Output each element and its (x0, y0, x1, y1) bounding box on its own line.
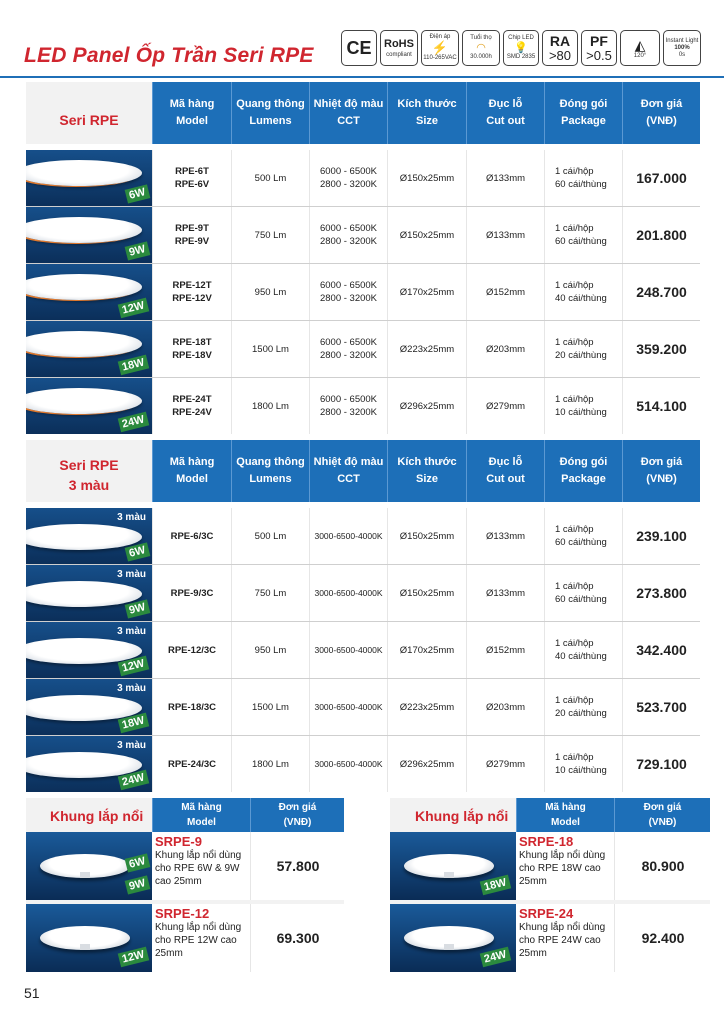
size-cell: Ø150x25mm (387, 207, 466, 263)
instant-light-icon: Instant Light 100% 0s (663, 30, 701, 66)
price-cell: 248.700 (622, 264, 700, 320)
table-row (26, 565, 700, 621)
cct-cell: 6000 - 6500K 2800 - 3200K (309, 207, 387, 263)
cutout-cell: Ø133mm (466, 150, 544, 206)
frames-header-model: Mã hàng Model (516, 798, 614, 832)
frame-description: SRPE-9 Khung lắp nổi dùng cho RPE 6W & 9W cao 25mm (152, 832, 250, 900)
product-image (26, 207, 152, 263)
lumens-cell: 1800 Lm (231, 736, 309, 792)
product-image (26, 264, 152, 320)
frame-price: 69.300 (250, 904, 345, 972)
package-cell: 1 cái/hộp 60 cái/thùng (544, 207, 622, 263)
lifespan-icon: Tuổi thọ ◠ 30.000h (462, 30, 500, 66)
wattage-tag: 12W (118, 947, 149, 968)
package-cell: 1 cái/hộp 60 cái/thùng (544, 150, 622, 206)
frames-left-label: Khung lắp nổi (50, 808, 144, 824)
cct-cell: 6000 - 6500K 2800 - 3200K (309, 378, 387, 434)
header-size: Kích thước Size (387, 82, 466, 144)
model-cell: RPE-18T RPE-18V (152, 321, 231, 377)
header-lumens: Quang thông Lumens (231, 82, 309, 144)
size-cell: Ø223x25mm (387, 679, 466, 735)
price-cell: 273.800 (622, 565, 700, 621)
product-image (26, 378, 152, 434)
wattage-tag: 6W (124, 853, 149, 872)
table-row (26, 207, 700, 263)
price-cell: 523.700 (622, 679, 700, 735)
price-cell: 167.000 (622, 150, 700, 206)
product-image (26, 565, 152, 621)
cutout-cell: Ø152mm (466, 622, 544, 678)
model-cell: RPE-6T RPE-6V (152, 150, 231, 206)
cutout-cell: Ø279mm (466, 378, 544, 434)
header-package: Đóng gói Package (544, 82, 622, 144)
lumens-cell: 750 Lm (231, 565, 309, 621)
frame-product-image (26, 832, 154, 900)
table-row (26, 264, 700, 320)
product-image (26, 622, 152, 678)
wattage-tag: 9W (124, 599, 149, 618)
price-cell: 359.200 (622, 321, 700, 377)
wattage-tag: 9W (124, 875, 149, 894)
ce-mark-icon: CE (341, 30, 377, 66)
cutout-cell: Ø133mm (466, 565, 544, 621)
page-title: LED Panel Ốp Trần Seri RPE (24, 44, 314, 67)
lumens-cell: 750 Lm (231, 207, 309, 263)
package-cell: 1 cái/hộp 60 cái/thùng (544, 565, 622, 621)
cutout-cell: Ø203mm (466, 321, 544, 377)
model-cell: RPE-9T RPE-9V (152, 207, 231, 263)
product-image (26, 736, 152, 792)
model-cell: RPE-9/3C (152, 565, 231, 621)
package-cell: 1 cái/hộp 20 cái/thùng (544, 679, 622, 735)
lumens-cell: 950 Lm (231, 264, 309, 320)
ra-index-icon: RA >80 (542, 30, 578, 66)
frames-header-model: Mã hàng Model (152, 798, 250, 832)
header-cct: Nhiệt độ màu CCT (309, 82, 387, 144)
size-cell: Ø150x25mm (387, 565, 466, 621)
model-cell: RPE-24T RPE-24V (152, 378, 231, 434)
model-cell: RPE-6/3C (152, 508, 231, 564)
cct-cell: 3000-6500-4000K (309, 679, 387, 735)
wattage-tag: 9W (124, 241, 149, 260)
size-cell: Ø150x25mm (387, 150, 466, 206)
frame-description: SRPE-12 Khung lắp nổi dùng cho RPE 12W cao 25mm (152, 904, 250, 972)
lumens-cell: 1500 Lm (231, 679, 309, 735)
lumens-cell: 1500 Lm (231, 321, 309, 377)
model-cell: RPE-24/3C (152, 736, 231, 792)
title-underline (0, 76, 724, 78)
section1-label: Seri RPE (59, 112, 119, 128)
cct-cell: 3000-6500-4000K (309, 622, 387, 678)
frames-header-price: Đơn giá (VNĐ) (614, 798, 710, 832)
product-image (26, 321, 152, 377)
cct-cell: 3000-6500-4000K (309, 736, 387, 792)
cct-cell: 6000 - 6500K 2800 - 3200K (309, 150, 387, 206)
size-cell: Ø170x25mm (387, 264, 466, 320)
cutout-cell: Ø133mm (466, 207, 544, 263)
cutout-cell: Ø152mm (466, 264, 544, 320)
lumens-cell: 500 Lm (231, 150, 309, 206)
price-cell: 729.100 (622, 736, 700, 792)
product-image (26, 679, 152, 735)
package-cell: 1 cái/hộp 10 cái/thùng (544, 378, 622, 434)
cct-cell: 6000 - 6500K 2800 - 3200K (309, 264, 387, 320)
price-cell: 201.800 (622, 207, 700, 263)
header-size: Kích thước Size (387, 440, 466, 502)
three-color-tag: 3 màu (117, 683, 146, 694)
frame-price: 80.900 (614, 832, 711, 900)
power-factor-icon: PF >0.5 (581, 30, 617, 66)
wattage-tag: 24W (118, 412, 149, 433)
price-cell: 342.400 (622, 622, 700, 678)
model-cell: RPE-12T RPE-12V (152, 264, 231, 320)
lumens-cell: 950 Lm (231, 622, 309, 678)
page-number: 51 (24, 985, 40, 1001)
cct-cell: 3000-6500-4000K (309, 508, 387, 564)
voltage-icon: Điện áp ⚡ 110-265VAC (421, 30, 459, 66)
table-row (26, 321, 700, 377)
wattage-tag: 12W (118, 656, 149, 677)
cutout-cell: Ø203mm (466, 679, 544, 735)
frame-description: SRPE-18 Khung lắp nổi dùng cho RPE 18W cao 25mm (516, 832, 614, 900)
frame-price: 92.400 (614, 904, 711, 972)
header-lumens: Quang thông Lumens (231, 440, 309, 502)
cct-cell: 6000 - 6500K 2800 - 3200K (309, 321, 387, 377)
table-row (26, 622, 700, 678)
frames-header-price: Đơn giá (VNĐ) (250, 798, 344, 832)
table-row (26, 378, 700, 434)
frame-product-image (390, 832, 516, 900)
package-cell: 1 cái/hộp 40 cái/thùng (544, 264, 622, 320)
wattage-tag: 6W (124, 184, 149, 203)
beam-angle-icon: ◭ 120° (620, 30, 660, 66)
product-image (26, 150, 152, 206)
price-cell: 239.100 (622, 508, 700, 564)
package-cell: 1 cái/hộp 60 cái/thùng (544, 508, 622, 564)
cutout-cell: Ø133mm (466, 508, 544, 564)
header-cutout: Đục lỗ Cut out (466, 440, 544, 502)
table-row (26, 150, 700, 206)
model-cell: RPE-18/3C (152, 679, 231, 735)
header-package: Đóng gói Package (544, 440, 622, 502)
wattage-tag: 24W (480, 947, 511, 968)
size-cell: Ø296x25mm (387, 378, 466, 434)
cutout-cell: Ø279mm (466, 736, 544, 792)
table-row (26, 508, 700, 564)
header-cutout: Đục lỗ Cut out (466, 82, 544, 144)
chip-led-icon: Chip LED 💡 SMD 2835 (503, 30, 539, 66)
wattage-tag: 24W (118, 770, 149, 791)
package-cell: 1 cái/hộp 40 cái/thùng (544, 622, 622, 678)
frame-product-image (390, 904, 516, 972)
product-image (26, 508, 152, 564)
three-color-tag: 3 màu (117, 569, 146, 580)
wattage-tag: 18W (118, 713, 149, 734)
header-price: Đơn giá (VNĐ) (622, 440, 700, 502)
rohs-icon: RoHS compliant (380, 30, 418, 66)
table-row (26, 736, 700, 792)
price-cell: 514.100 (622, 378, 700, 434)
frame-price: 57.800 (250, 832, 345, 900)
package-cell: 1 cái/hộp 20 cái/thùng (544, 321, 622, 377)
lumens-cell: 500 Lm (231, 508, 309, 564)
lumens-cell: 1800 Lm (231, 378, 309, 434)
wattage-tag: 18W (118, 355, 149, 376)
header-model: Mã hàng Model (152, 440, 231, 502)
frames-right-label: Khung lắp nổi (415, 808, 509, 824)
header-model: Mã hàng Model (152, 82, 231, 144)
wattage-tag: 18W (480, 875, 511, 896)
three-color-tag: 3 màu (117, 740, 146, 751)
three-color-tag: 3 màu (117, 512, 146, 523)
three-color-tag: 3 màu (117, 626, 146, 637)
model-cell: RPE-12/3C (152, 622, 231, 678)
wattage-tag: 6W (124, 542, 149, 561)
section2-label: Seri RPE 3 màu (59, 457, 119, 493)
header-cct: Nhiệt độ màu CCT (309, 440, 387, 502)
size-cell: Ø296x25mm (387, 736, 466, 792)
table-row (26, 679, 700, 735)
size-cell: Ø150x25mm (387, 508, 466, 564)
size-cell: Ø170x25mm (387, 622, 466, 678)
frame-product-image (26, 904, 154, 972)
package-cell: 1 cái/hộp 10 cái/thùng (544, 736, 622, 792)
wattage-tag: 12W (118, 298, 149, 319)
size-cell: Ø223x25mm (387, 321, 466, 377)
cct-cell: 3000-6500-4000K (309, 565, 387, 621)
header-price: Đơn giá (VNĐ) (622, 82, 700, 144)
frame-description: SRPE-24 Khung lắp nổi dùng cho RPE 24W cao 25mm (516, 904, 614, 972)
